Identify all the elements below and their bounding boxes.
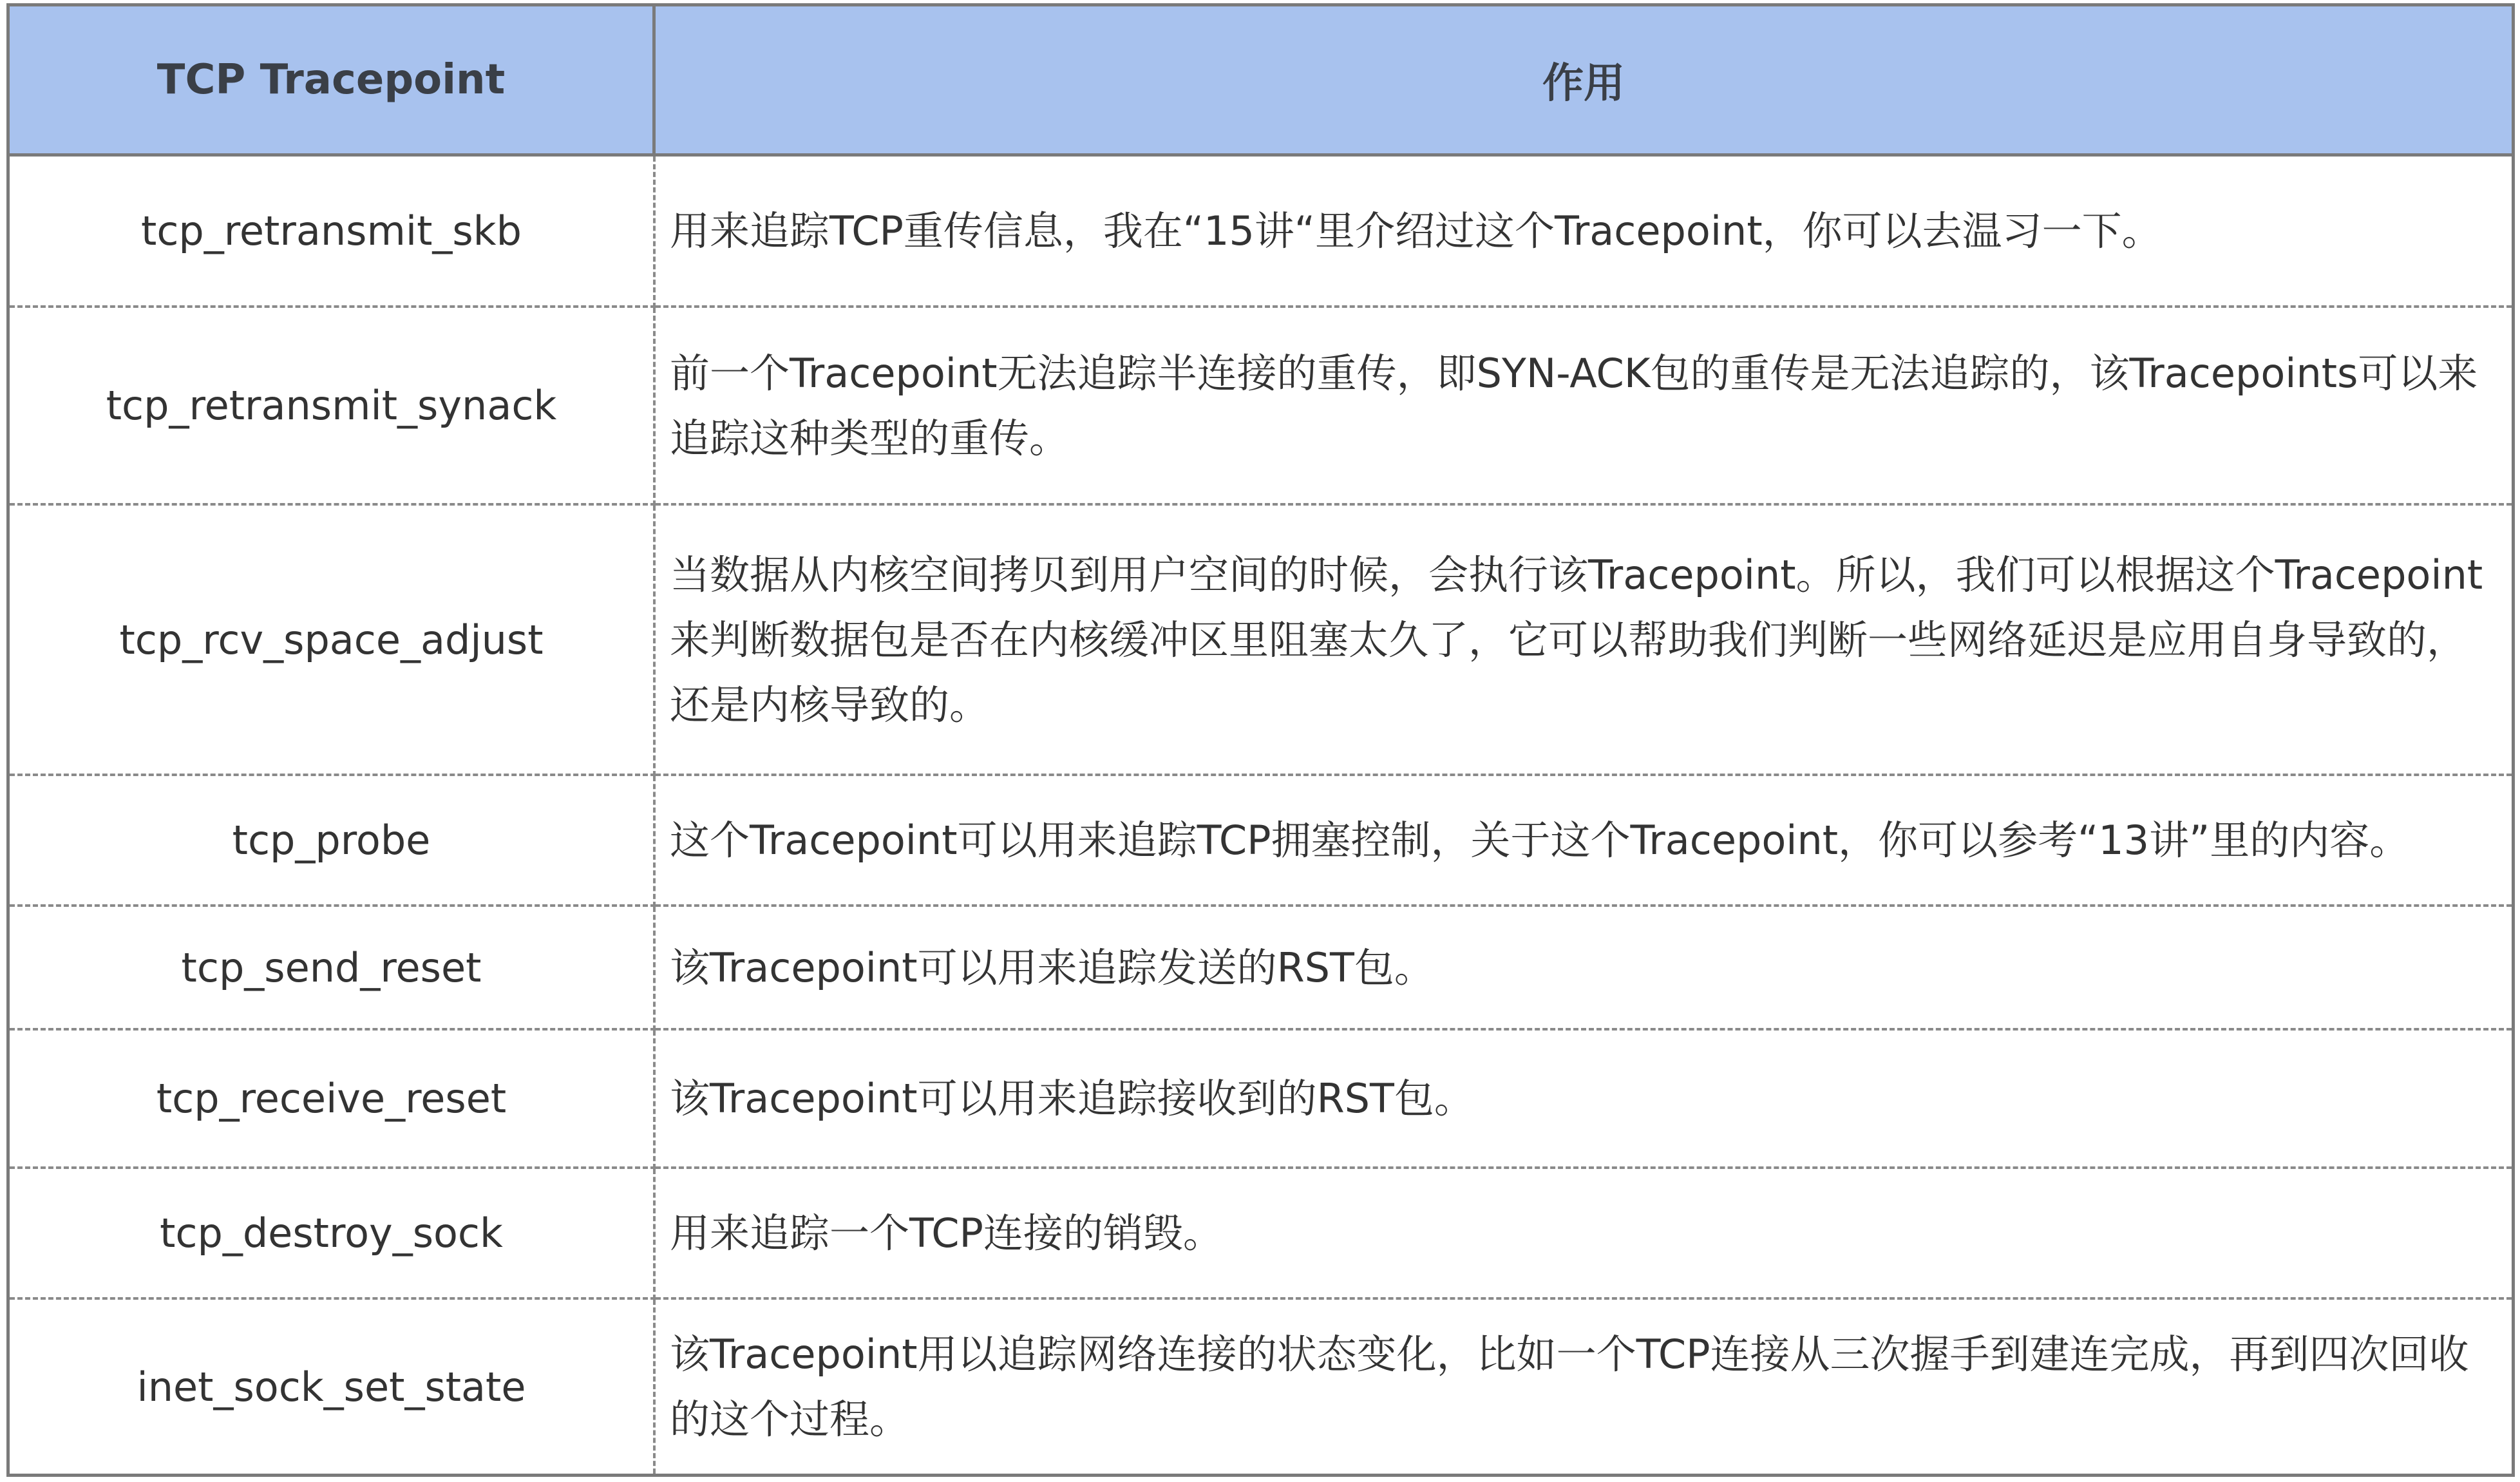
tracepoint-description: 用来追踪一个TCP连接的销毁。 — [656, 1169, 2512, 1300]
tracepoint-description: 用来追踪TCP重传信息，我在“15讲“里介绍过这个Tracepoint，你可以去温习一下。 — [656, 157, 2512, 308]
tracepoint-description: 该Tracepoint可以用来追踪发送的RST包。 — [656, 907, 2512, 1031]
header-purpose: 作用 — [656, 6, 2512, 157]
tracepoint-description: 该Tracepoint可以用来追踪接收到的RST包。 — [656, 1031, 2512, 1169]
tracepoint-name: tcp_send_reset — [10, 907, 656, 1031]
tracepoint-name: tcp_receive_reset — [10, 1031, 656, 1169]
tracepoint-name: tcp_retransmit_synack — [10, 308, 656, 506]
tracepoint-name: tcp_retransmit_skb — [10, 157, 656, 308]
tracepoint-description: 前一个Tracepoint无法追踪半连接的重传，即SYN-ACK包的重传是无法追踪的，该Tracepoints可以来追踪这种类型的重传。 — [656, 308, 2512, 506]
tracepoint-description: 这个Tracepoint可以用来追踪TCP拥塞控制，关于这个Tracepoint，你可以参考“13讲”里的内容。 — [656, 776, 2512, 907]
tracepoint-name: tcp_probe — [10, 776, 656, 907]
header-tracepoint: TCP Tracepoint — [10, 6, 656, 157]
tracepoint-description: 该Tracepoint用以追踪网络连接的状态变化，比如一个TCP连接从三次握手到建连完成，再到四次回收的这个过程。 — [670, 1331, 2469, 1443]
tracepoint-name: tcp_rcv_space_adjust — [10, 506, 656, 776]
tracepoint-description: 当数据从内核空间拷贝到用户空间的时候，会执行该Tracepoint。所以，我们可以根据这个Tracepoint来判断数据包是否在内核缓冲区里阻塞太久了，它可以帮助我们判断一些网络延迟是应用自身导致的，还是内核导致的。 — [656, 506, 2512, 776]
tracepoint-name: tcp_destroy_sock — [10, 1169, 656, 1300]
tracepoint-table — [6, 3, 2515, 1477]
tracepoint-name: inet_sock_set_state — [10, 1300, 656, 1474]
